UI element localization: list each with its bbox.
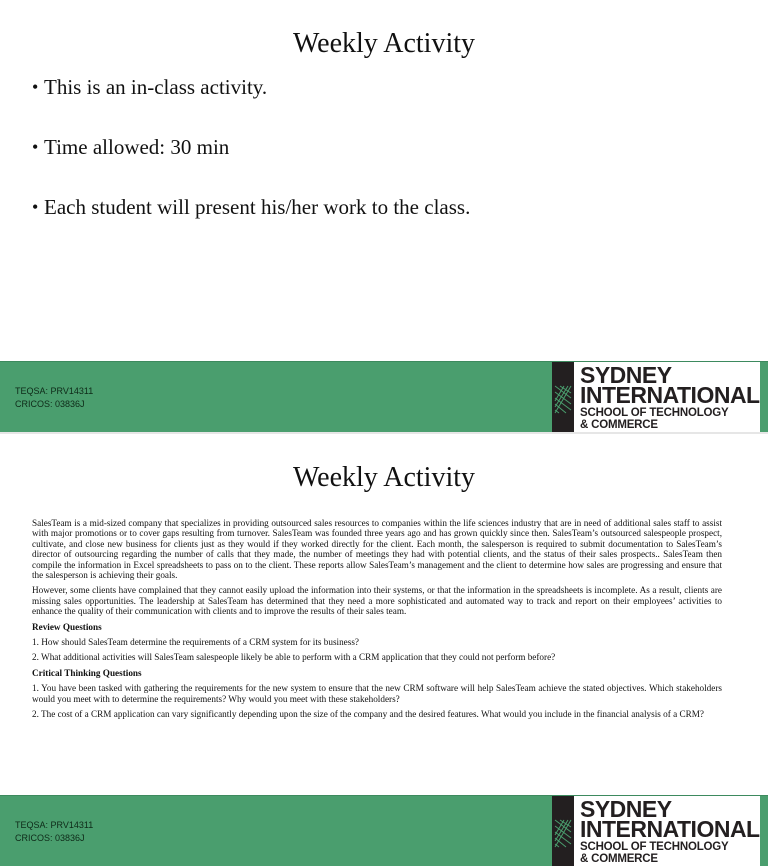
bullet-icon: • xyxy=(32,197,39,217)
logo-text-international: INTERNATIONAL xyxy=(580,816,760,842)
logo-text-school: SCHOOL OF TECHNOLOGY xyxy=(580,407,729,419)
cricos-code: CRICOS: 03836J xyxy=(15,832,85,843)
question: 2. The cost of a CRM application can vary significantly depending upon the size of the company and the desired features. What would you include in the financial analysis of a CRM? xyxy=(32,709,704,720)
teqsa-code: TEQSA: PRV14311 xyxy=(15,820,94,830)
bullet-item: • Time allowed: 30 min xyxy=(32,135,230,159)
bullet-list xyxy=(32,74,470,254)
bullet-item: • This is an in-class activity. xyxy=(32,75,268,99)
logo-text-international: INTERNATIONAL xyxy=(580,382,760,408)
logo-text-school: SCHOOL OF TECHNOLOGY xyxy=(580,841,729,853)
question: 1. You have been tasked with gathering the requirements for the new system to ensure that the new CRM software will help SalesTeam achieve the stated objectives. Which stakeholders would you meet with to determine the requirements? Why would you meet with these stakeholders? xyxy=(32,683,722,704)
slide-1 xyxy=(0,0,768,432)
school-logo xyxy=(552,362,760,432)
logo-text-sydney: SYDNEY xyxy=(580,796,672,822)
bullet-icon: • xyxy=(32,137,39,157)
paragraph: SalesTeam is a mid-sized company that specializes in providing outsourced sales resources to companies within the life sciences industry that are in need of additional sales staff to assist with major promotions or to cover gaps resulting from turnover. SalesTeam was founded three years ago and has grown quickly since then. SalesTeam’s outsourced salespeople prospect, cultivate, and close new business for clients just as they would if they worked directly for the client. Each month, the salesperson is required to submit documentation to SalesTeam’s director of outsourcing regarding the number of calls that they made, the number of meetings they had with potential clients, and the status of their sales prospects.. SalesTeam then compile the information in Excel spreadsheets to pass on to the client. These reports allow SalesTeam’s management and the client to determine how sales are progressing and ensure that the salesperson is achieving their goals. xyxy=(32,518,722,581)
logo-mark-icon xyxy=(552,362,574,432)
slide-2 xyxy=(0,434,768,866)
slide-footer xyxy=(0,361,768,432)
school-logo xyxy=(552,796,760,866)
bullet-item: • Each student will present his/her work to the class. xyxy=(32,195,471,219)
accreditation-codes xyxy=(15,819,93,844)
paragraph: However, some clients have complained that they cannot easily upload the information into their systems, or that the information in the spreadsheets is incomplete. As a result, clients are missing sales opportunities. The leadership at SalesTeam has determined that they need a more sophisticated and automated way to track and report on their employees’ activities to enhance the quality of their communication with clients and to improve the results of their sales team. xyxy=(32,585,722,617)
question: 2. What additional activities will SalesTeam salespeople likely be able to perform with a CRM application that they could not perform before? xyxy=(32,652,556,663)
bullet-icon: • xyxy=(32,77,39,97)
teqsa-code: TEQSA: PRV14311 xyxy=(15,386,94,396)
cricos-code: CRICOS: 03836J xyxy=(15,398,85,409)
slide-title: Weekly Activity xyxy=(292,28,476,59)
logo-text-commerce: & COMMERCE xyxy=(580,853,658,865)
accreditation-codes xyxy=(15,385,93,410)
logo-text-sydney: SYDNEY xyxy=(580,362,672,388)
review-questions-heading: Review Questions xyxy=(32,621,102,632)
slide-footer xyxy=(0,795,768,866)
case-study-body xyxy=(32,518,722,725)
critical-thinking-heading: Critical Thinking Questions xyxy=(32,667,142,678)
question: 1. How should SalesTeam determine the requirements of a CRM system for its business? xyxy=(32,637,359,648)
logo-text-commerce: & COMMERCE xyxy=(580,419,658,431)
slide-title: Weekly Activity xyxy=(292,462,476,493)
logo-mark-icon xyxy=(552,796,574,866)
